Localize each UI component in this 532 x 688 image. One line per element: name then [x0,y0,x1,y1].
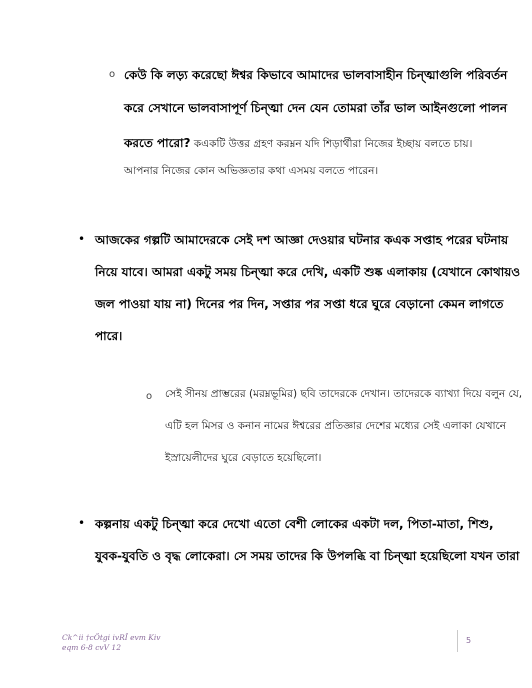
paragraph-line: নিয়ে যাবে। আমরা একটু সময় চিন্ত্মা করে দেখি, একটি শুষ্ক এলাকায় (যেখানে কোথায়ও [95,265,521,279]
paragraph-line: কেউ কি লড়্য করেছো ঈশ্বর কিভাবে আমাদের ভালবাসাহীন চিন্ত্মাগুলি পরিবর্তন [124,68,508,82]
footer-title [62,633,161,653]
paragraph-line: আপনার নিজের কোন অভিজ্ঞতার কথা এসময় বলতে পারেন। [124,165,379,177]
normal-text: কএকটি উত্তর গ্রহণ করম্নন যদি শিড়ার্থীরা নিজের ইচ্ছায় বলতে চায়। [190,138,473,150]
paragraph-line-mixed [124,132,472,155]
footer-divider [457,630,458,652]
paragraph-line: ইস্রায়েলীদের ঘুরে বেড়াতে হয়েছিলো। [165,452,322,464]
paragraph-line: যুবক-যুবতি ও বৃদ্ধ লোকেরা। সে সময় তাদের কি উপলব্ধি বা চিন্ত্মা হয়েছিলো যখন তারা [95,549,520,563]
bullet-marker: • [78,516,86,530]
sub-bullet-marker: o [146,391,153,402]
bullet-marker: • [78,232,86,246]
page-number: 5 [466,636,472,645]
paragraph-line: এটি হল মিসর ও কনান নামের ঈশ্বরের প্রতিজ্ঞার দেশের মধ্যের সেই এলাকা যেখানে [165,420,507,432]
bold-text: করতে পারো? [124,136,191,150]
footer-line: eqm 6-8 cvV 12 [62,643,121,652]
paragraph-line: আজকের গল্পটি আমাদেরকে সেই দশ আজ্ঞা দেওয়ার ঘটনার কএক সপ্তাহ পরের ঘটনায় [95,233,509,247]
sub-bullet-marker: o [109,69,116,80]
paragraph-line: করে সেখানে ভালবাসাপূর্ণ চিন্ত্মা দেন যেন তোমরা তাঁর ভাল আইনগুলো পালন [124,101,508,115]
footer-line: Ck^ii †cÖtgi ivRÎ evm Kiv [62,633,161,642]
paragraph-line: পারে। [95,329,123,343]
paragraph-line: সেই সীনয় প্রাম্ভরের (মরম্নভূমির) ছবি তাদেরকে দেখান। তাদেরকে ব্যাখ্যা দিয়ে বলুন যে, [165,388,523,400]
paragraph-line: জল পাওয়া যায় না) দিনের পর দিন, সপ্তার পর সপ্তা ধরে ঘুরে বেড়ানো কেমন লাগতে [95,297,504,311]
paragraph-line: কল্পনায় একটু চিন্ত্মা করে দেখো এতো বেশী লোকের একটা দল, পিতা-মাতা, শিশু, [95,517,494,531]
